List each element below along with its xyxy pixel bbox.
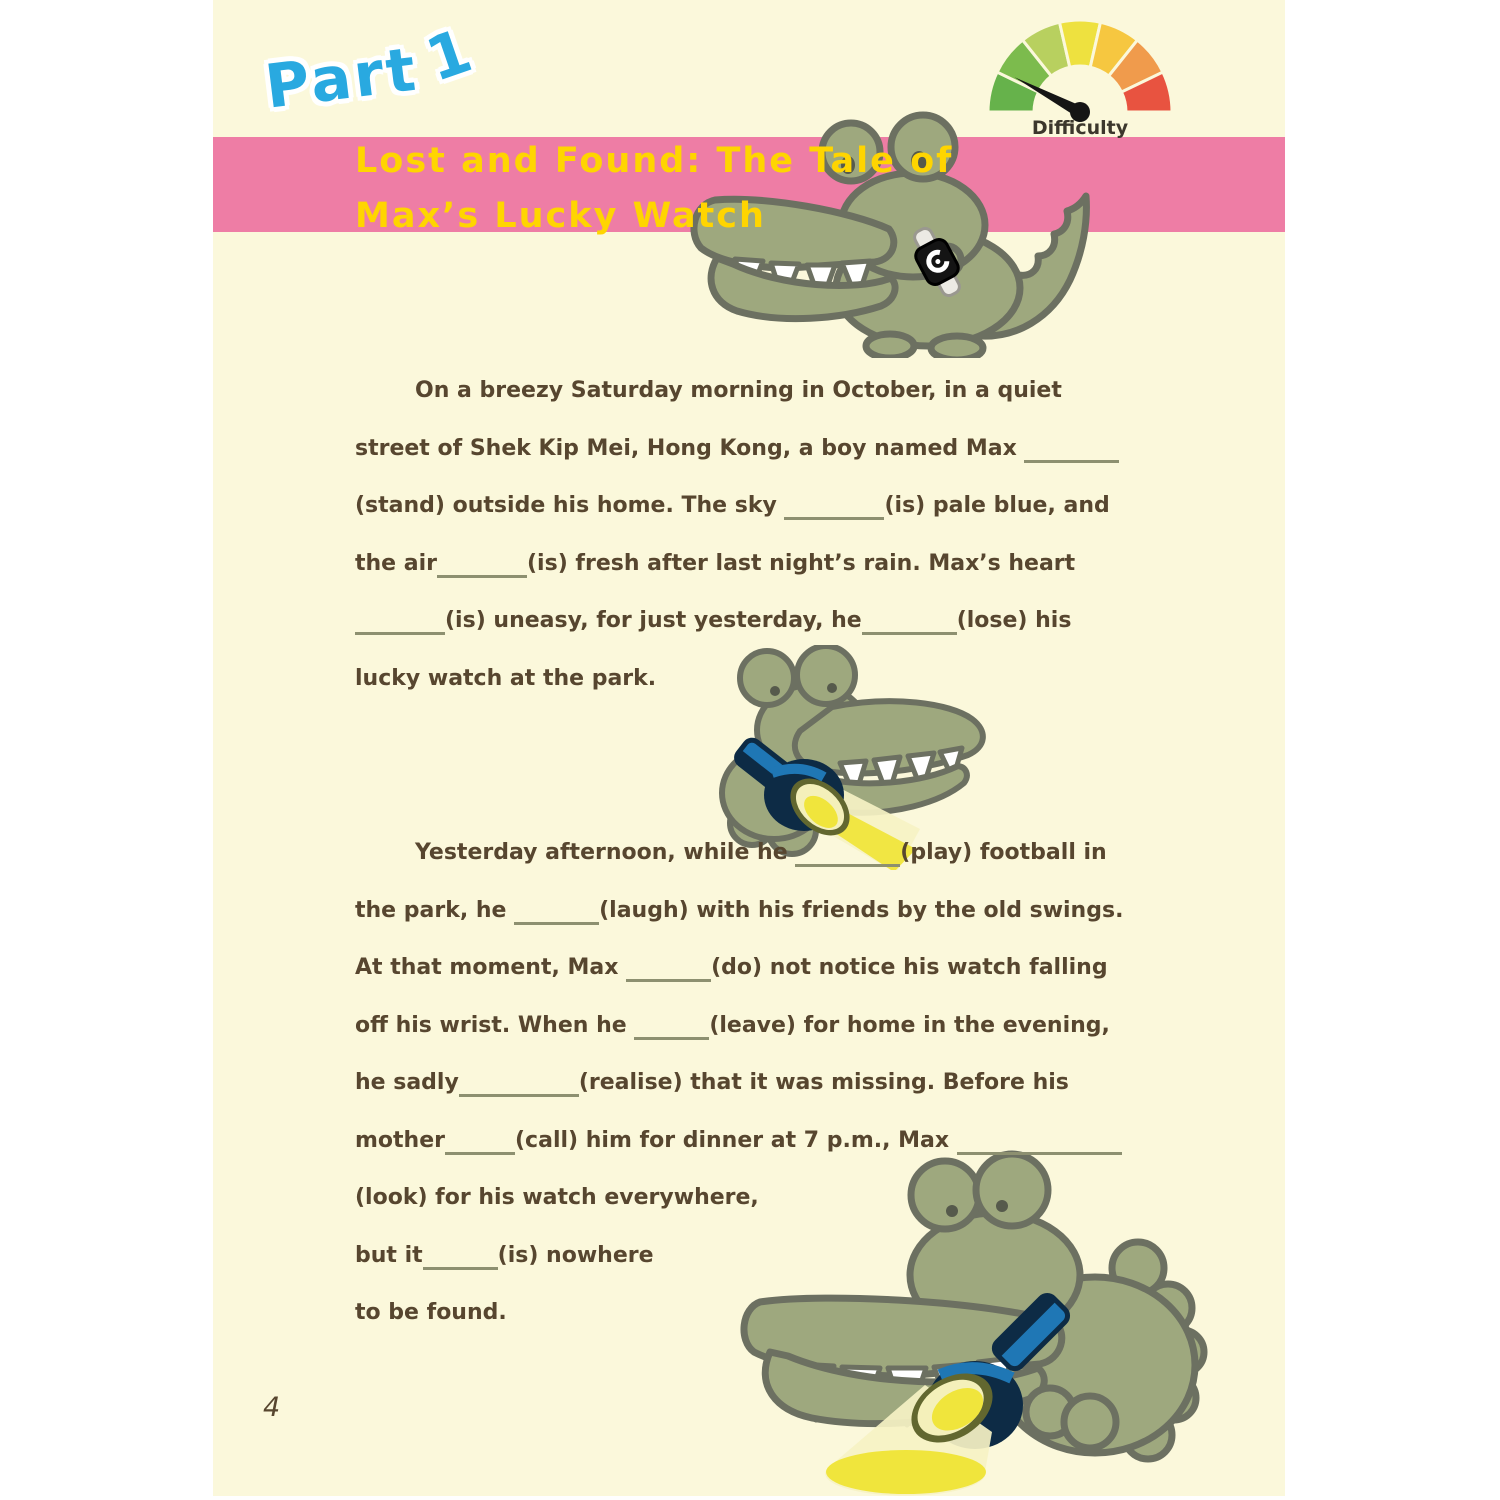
story-text: (is) uneasy, for just yesterday, he xyxy=(445,608,862,633)
story-text: to be found. xyxy=(355,1300,507,1325)
story-line xyxy=(355,1112,1123,1170)
fill-in-blank xyxy=(1024,446,1119,463)
story-text: On a breezy Saturday morning in October, in a quiet xyxy=(415,378,1062,403)
story-text: (is) nowhere xyxy=(497,1242,654,1268)
fill-in-blank xyxy=(795,850,900,867)
story-line xyxy=(355,997,1123,1055)
story-text: street of Shek Kip Mei, Hong Kong, a boy named Max xyxy=(355,435,1025,461)
story-line xyxy=(355,477,1119,535)
part-number: 1 xyxy=(418,14,484,96)
story-line xyxy=(355,592,1119,650)
croc-foot xyxy=(866,334,914,358)
story-text: (is) fresh after last night’s rain. Max’s heart xyxy=(527,550,1076,576)
story-text: the air xyxy=(355,550,437,576)
part-heading xyxy=(261,14,484,123)
story-line xyxy=(355,1169,1123,1227)
story-text: (do) not notice his watch falling xyxy=(711,955,1108,980)
story-text: (leave) for home in the evening, xyxy=(709,1012,1110,1038)
story-text: (play) football in xyxy=(900,840,1107,865)
story-text: (laugh) with his friends by the old swings. xyxy=(599,897,1124,923)
story-title xyxy=(355,134,953,244)
story-text: At that moment, Max xyxy=(355,955,627,980)
story-line xyxy=(355,1284,1123,1342)
story-text: (call) him for dinner at 7 p.m., Max xyxy=(515,1127,957,1153)
croc-hand xyxy=(1064,1396,1116,1448)
story-text: the park, he xyxy=(355,897,515,923)
fill-in-blank xyxy=(514,908,599,925)
difficulty-label: Difficulty xyxy=(1031,117,1129,139)
fill-in-blank xyxy=(423,1253,498,1270)
story-line xyxy=(355,535,1119,593)
story-line xyxy=(355,420,1119,478)
story-line xyxy=(355,882,1123,940)
fill-in-blank xyxy=(784,503,884,520)
fill-in-blank xyxy=(862,618,957,635)
story-title-line1: Lost and Found: The Tale of xyxy=(355,141,954,181)
story-text: he sadly xyxy=(355,1070,459,1095)
page-number: 4 xyxy=(263,1392,281,1423)
fill-in-blank xyxy=(459,1080,579,1097)
story-text: lucky watch at the park. xyxy=(355,665,657,691)
story-text: (is) pale blue, and xyxy=(884,493,1110,518)
story-text: (lose) his xyxy=(956,608,1072,633)
story-paragraph-2 xyxy=(355,824,1123,1342)
story-paragraph-1 xyxy=(355,362,1119,707)
story-line xyxy=(355,1054,1123,1112)
story-line xyxy=(355,650,1119,708)
flashlight-beam-pool xyxy=(826,1450,986,1494)
fill-in-blank xyxy=(634,1023,709,1040)
croc-foot xyxy=(931,336,983,358)
story-text: (look) for his watch everywhere, xyxy=(355,1185,759,1210)
story-text: Yesterday afternoon, while he xyxy=(415,840,796,865)
part-word: Part xyxy=(261,34,423,123)
fill-in-blank xyxy=(437,561,527,578)
story-text: mother xyxy=(355,1127,445,1153)
fill-in-blank xyxy=(626,965,711,982)
fill-in-blank xyxy=(445,1138,515,1155)
workbook-page xyxy=(213,0,1285,1496)
fill-in-blank xyxy=(355,618,445,635)
story-text: (stand) outside his home. The sky xyxy=(355,493,785,518)
story-text: off his wrist. When he xyxy=(355,1012,635,1038)
fill-in-blank xyxy=(957,1138,1122,1155)
gauge-segments xyxy=(988,20,1172,112)
story-line xyxy=(355,939,1123,997)
story-line xyxy=(355,362,1119,420)
story-line xyxy=(355,1227,1123,1285)
story-text: (realise) that it was missing. Before his xyxy=(578,1070,1069,1095)
story-line xyxy=(355,824,1123,882)
story-text: but it xyxy=(355,1242,423,1268)
story-title-line2: Max’s Lucky Watch xyxy=(355,196,766,236)
